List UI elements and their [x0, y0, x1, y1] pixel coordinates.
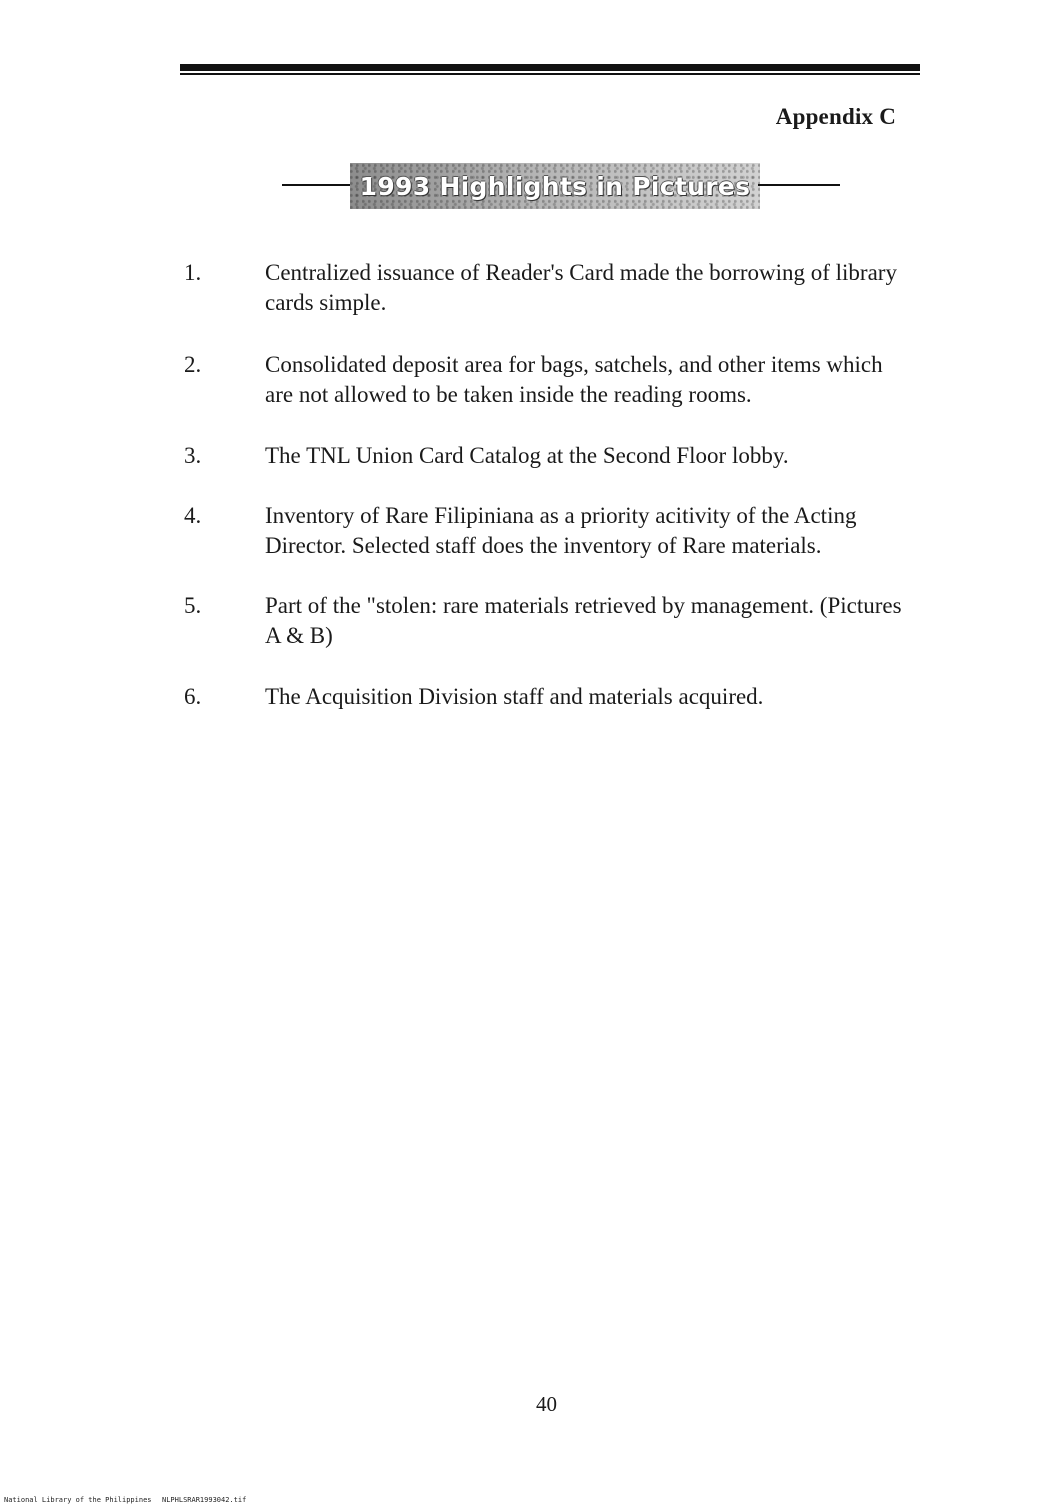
list-item: [184, 682, 924, 712]
top-rule-thin: [180, 73, 920, 75]
list-item: [184, 350, 924, 410]
item-number: 3.: [184, 443, 202, 468]
item-text: Consolidated deposit area for bags, satchels, and other items which are not allowed to be taken inside the reading rooms.: [265, 352, 883, 407]
footer-institution: National Library of the Philippines: [4, 1496, 152, 1504]
item-number: 5.: [184, 593, 202, 618]
title-box: [350, 163, 760, 209]
item-number: 1.: [184, 260, 202, 285]
title-rule-left: [282, 184, 352, 186]
list-item: [184, 258, 924, 318]
item-text: Inventory of Rare Filipiniana as a priority acitivity of the Acting Director. Selected staff does the inventory of Rare materials.: [265, 503, 857, 558]
item-number: 2.: [184, 352, 202, 377]
appendix-label: Appendix C: [775, 104, 896, 129]
item-number: 6.: [184, 684, 202, 709]
footer-filename: NLPHLSRAR1993042.tif: [162, 1496, 247, 1504]
item-number: 4.: [184, 503, 202, 528]
list-item: [184, 501, 924, 561]
top-rule-thick: [180, 64, 920, 71]
list-item: [184, 441, 924, 471]
title-rule-right: [758, 184, 840, 186]
page-number: 40: [536, 1392, 557, 1416]
page-title: 1993 Highlights in Pictures: [359, 171, 751, 201]
highlights-list: [184, 258, 924, 712]
title-banner: [282, 163, 840, 209]
item-text: Part of the "stolen: rare materials retrieved by management. (Pictures A & B): [265, 593, 902, 648]
list-item: [184, 591, 924, 651]
item-text: The TNL Union Card Catalog at the Second Floor lobby.: [265, 443, 789, 468]
item-text: The Acquisition Division staff and materials acquired.: [265, 684, 764, 709]
item-text: Centralized issuance of Reader's Card made the borrowing of library cards simple.: [265, 260, 897, 315]
